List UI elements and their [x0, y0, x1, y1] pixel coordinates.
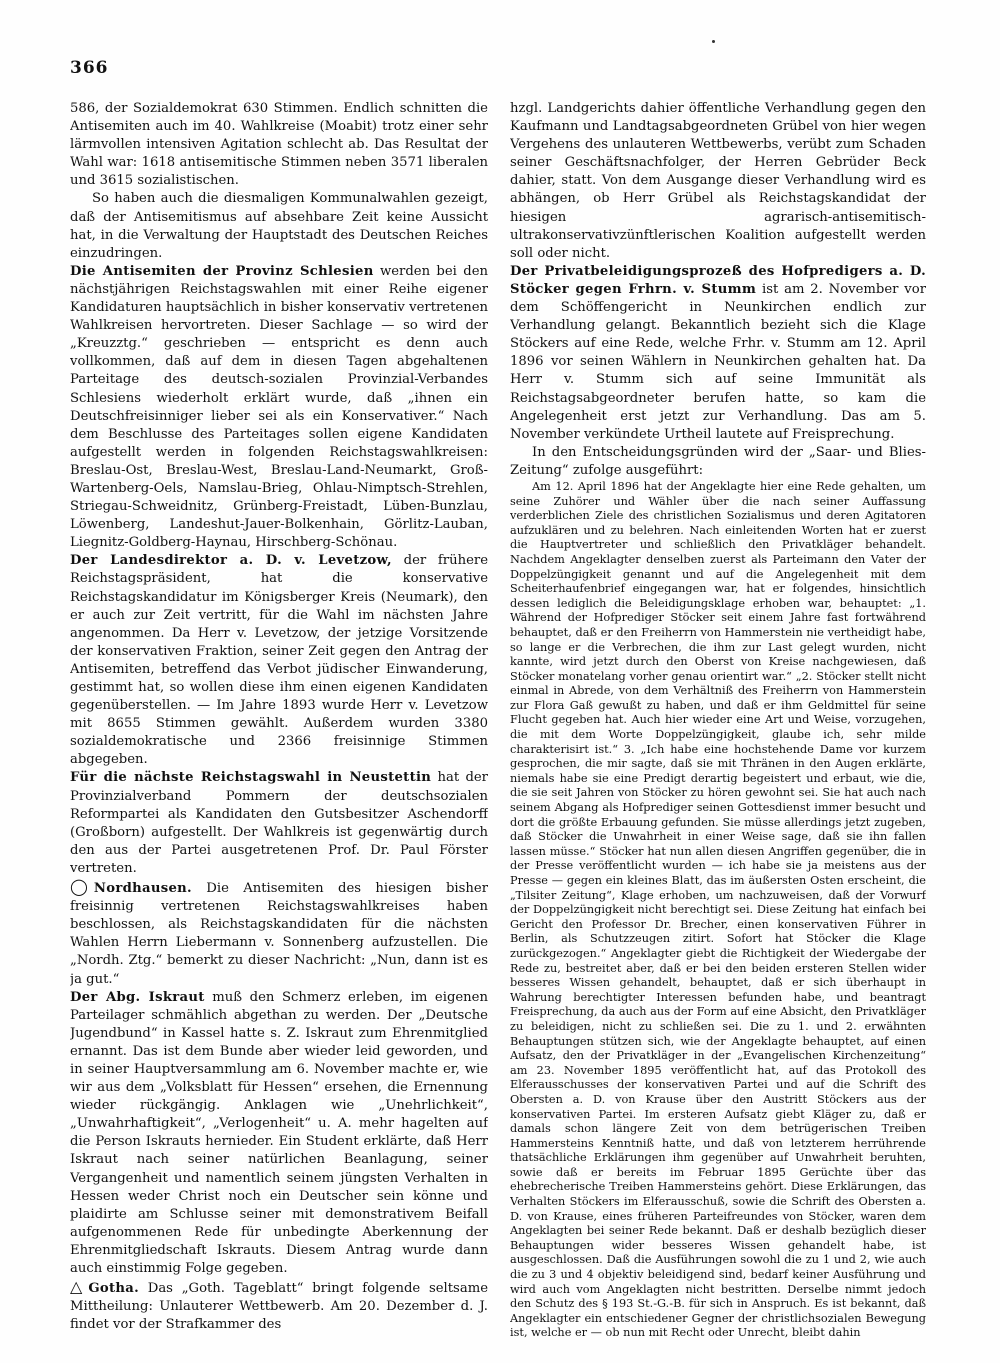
circle-marker-icon: ◯: [70, 877, 88, 897]
article-text: ist am 2. November vor dem Schöffengericht in Neunkirchen endlich zur Verhandlung gelangt. Bekanntlich bezieht sich die Klage Stöckers auf eine Rede, welche Frhr. v. Stumm am 12. April 1896 vor seinen Wählern in Neunkirchen gehalten hat. Da Herr v. Stumm sich auf seine Immunität als Reichstagsabgeordneter berufen hatte, so kam die Angelegenheit erst jetzt zur Verhandlung. Das am 5. November verkündete Urtheil lautete auf Freisprechung.: [510, 281, 926, 442]
para-neustettin: [70, 769, 488, 878]
article-heading: Die Antisemiten der Provinz Schlesien: [70, 263, 374, 279]
article-text: Am 12. April 1896 hat der Angeklagte hier eine Rede gehalten, um seine Zuhörer und Wähler über die nach seiner Auffassung verderblichen Ziele des christlichen Sozialismus und deren Agitatoren aufzuklären und zu belehren. Nach einleitenden Worten hat er zuerst die Hauptvertreter und schließlich den Privatkläger behandelt. Nachdem Angeklagter denselben zuerst als Parteimann den Vater der Doppelzüngigkeit genannt und auf die Angelegenheit mit dem Scheiterhaufenbrief eingegangen war, hat er folgendes, hinsichtlich dessen lediglich die Beleidigungsklage erhoben war, behauptet: „1. Während der Hofprediger Stöcker seit einem Jahre fast fortwährend behauptet, daß er den Freiherrn von Hammerstein nie vertheidigt habe, so lange er die Verbrechen, die ihm zur Last gelegt wurden, nicht kannte, wird jetzt durch den Oberst von Kreise nachgewiesen, daß Stöcker monatelang vorher genau orientirt war.“ „2. Stöcker stellt nicht einmal in Abrede, von dem Verhältniß des Freiherrn von Hammerstein zur Flora Gaß gewußt zu haben, und daß er ihm Geldmittel für seine Flucht gegeben hat. Auch hier wieder eine Art und Weise, vorzugehen, die mit dem Worte Doppelzüngigkeit, glaube ich, sehr milde charakterisirt ist.“ 3. „Ich habe eine hochstehende Dame vor kurzem gesprochen, die mir sagte, daß sie mit Thränen in den Augen erklärte, niemals habe sie eine Predigt derartig begeistert und erbaut, wie die, die sie seit Jahren von Stöcker zu hören gewohnt sei. Sie hat auch nach seinem Abgang als Hofprediger seinen Gottesdienst immer besucht und dort die größte Erbauung gefunden. Sie müsse allerdings jetzt zugeben, daß Stöcker die Unwahrheit in einer Weise sage, daß sie ihn fallen lassen müsse.“ Stöcker hat nun allen diesen Angriffen gegenüber, die in der Presse veröffentlicht wurden — ich habe sie ja meistens aus der Presse — gegen ein kleines Blatt, das im äußersten Osten erscheint, die „Tilsiter Zeitung“, Klage erhoben, um nachzuweisen, daß der Vorwurf der Doppelzüngigkeit nicht berechtigt sei. Diese Zeitung hat einfach bei Gericht den Professor Dr. Brecher, einen konservativen Führer in Berlin, als Schutzzeugen zitirt. Sofort hat Stöcker die Klage zurückgezogen.“ Angeklagter giebt die Richtigkeit der Wiedergabe der Rede zu, bestreitet aber, daß er bei den beiden ersteren Stellen wider besseres Wissen gehandelt, behauptet, daß er sich überhaupt in Wahrung berechtigter Interessen befunden habe, und beantragt Freisprechung, da auch aus der Form auf eine Absicht, den Privatkläger zu beleidigen, nicht zu schließen sei. Die zu 1. und 2. erwähnten Behauptungen stützen sich, wie der Angeklagte behauptet, auf einen Aufsatz, den der Privatkläger in der „Evangelischen Kirchenzeitung“ am 23. November 1895 veröffentlicht hat, auf das Protokoll des Elferausschusses der konservativen Partei und auf die Schrift des Obersten a. D. von Krause über den Austritt Stöckers aus der konservativen Partei. Im ersteren Aufsatz giebt Kläger zu, daß er damals schon längere Zeit von dem betrügerischen Treiben Hammersteins Kenntniß hatte, und daß von letzterem herrührende thatsächliche Erklärungen ihm gegenüber auf Unwahrheit beruhten, sowie daß er bereits im Februar 1895 Gerüchte über das ehebrecherische Treiben Hammersteins gehört. Diese Erklärungen, das Verhalten Stöckers im Elferausschuß, sowie die Schrift des Obersten a. D. von Krause, eines früheren Parteifreundes von Stöcker, waren dem Angeklagten bei seiner Rede bekannt. Daß er deshalb bezüglich dieser Behauptungen wider besseres Wissen gehandelt habe, ist ausgeschlossen. Daß die Ausführungen sowohl die zu 1 und 2, wie auch die zu 3 und 4 objektiv beleidigend sind, bedarf keiner Ausführung und wird auch vom Angeklagten nicht bestritten. Derselbe nimmt jedoch den Schutz des § 193 St.-G.-B. für sich in Anspruch. Es ist bekannt, daß Angeklagter ein entschiedener Gegner der christlichsozialen Bewegung ist, welche er — ob nun mit Recht oder Unrecht, bleibt dahin: [510, 479, 926, 1340]
article-text: hat der Provinzialverband Pommern der deutschsozialen Reformpartei als Kandidaten den Gutsbesitzer Aschendorff (Großborn) aufgestellt. Der Wahlkreis ist gegenwärtig durch den aus der Partei ausgetretenen Prof. Dr. Paul Förster vertreten.: [70, 770, 488, 876]
article-heading: Nordhausen.: [93, 881, 192, 897]
article-text: Das „Goth. Tageblatt“ bringt folgende seltsame Mittheilung: Unlauterer Wettbewerb. Am 20. Dezember d. J. findet vor der Strafkammer des: [70, 1281, 488, 1333]
para-gotha: [70, 1278, 488, 1334]
article-text: In den Entscheidungsgründen wird der „Saar- und Blies-Zeitung“ zufolge ausgeführt:: [510, 444, 926, 478]
right-column: [510, 100, 926, 1350]
para-urteil-intro: [510, 444, 926, 480]
para-urteil-text: [510, 480, 926, 1341]
article-heading: Für die nächste Reichstagswahl in Neustettin: [70, 770, 432, 786]
triangle-marker-icon: △: [70, 1277, 83, 1297]
article-heading: Der Privatbeleidigungsprozeß des Hofpredigers a. D. Stöcker gegen Frhrn. v. Stumm: [510, 263, 926, 297]
speck-mark: [712, 40, 715, 43]
para-election-results: [70, 100, 488, 190]
article-text: 586, der Sozialdemokrat 630 Stimmen. Endlich schnitten die Antisemiten auch im 40. Wahlkreise (Moabit) trotz einer sehr lärmvollen intensiven Agitation schlecht ab. Das Resultat der Wahl war: 1618 antisemitische Stimmen neben 3571 liberalen und 3615 sozialistischen.: [70, 101, 488, 189]
article-heading: Gotha.: [88, 1281, 139, 1297]
para-levetzow: [70, 552, 488, 769]
article-text: hzgl. Landgerichts dahier öffentliche Verhandlung gegen den Kaufmann und Landtagsabgeordneten Grübel von hier wegen Vergehens des unlauteren Wettbewerbs, verübt zum Schaden seiner Geschäftsnachfolger, der Herren Gebrüder Beck dahier, statt. Von dem Ausgange dieser Verhandlung wird es abhängen, ob Herr Grübel als Reichstagskandidat der hiesigen agrarisch-antisemitisch-ultrakonservativzünftlerischen Koalition aufgestellt werden soll oder nicht.: [510, 101, 926, 261]
article-text: muß den Schmerz erleben, im eigenen Parteilager schmählich abgethan zu werden. Der „Deutsche Jugendbund“ in Kassel hatte s. Z. Iskraut zum Ehrenmitglied ernannt. Das ist dem Bunde aber wieder leid geworden, und in seiner Hauptversammlung am 6. November machte er, wie wir aus dem „Volksblatt für Hessen“ ersehen, die Ernennung wieder rückgängig. Anklagen wie „Unehrlichkeit“, „Unwahrhaftigkeit“, „Verlogenheit“ u. A. mehr hagelten auf die Person Iskrauts hernieder. Ein Student erklärte, daß Herr Iskraut nach seiner natürlichen Beanlagung, seiner Vergangenheit und namentlich seinem jüngsten Verhalten in Hessen weder Christ noch ein Deutscher sein könne und plaidirte am Schlusse seiner mit demonstrativem Beifall aufgenommenen Rede für unbedingte Aberkennung der Ehrenmitgliedschaft Iskrauts. Diesem Antrag wurde dann auch einstimmig Folge gegeben.: [70, 989, 488, 1276]
page-number: 366: [70, 58, 109, 78]
article-text: der frühere Reichstagspräsident, hat die konservative Reichstagskandidatur im Königsberger Kreis (Neumark), den er auch zur Zeit vertritt, für die Wahl im nächsten Jahre angenommen. Da Herr v. Levetzow, der jetzige Vorsitzende der konservativen Fraktion, seiner Zeit gegen den Antrag der Antisemiten, betreffend das Verbot jüdischer Einwanderung, gestimmt hat, so wollen diese ihm einen eigenen Kandidaten gegenüberstellen. — Im Jahre 1893 wurde Herr v. Levetzow mit 8655 Stimmen gewählt. Außerdem wurden 3380 sozialdemokratische und 2366 freisinnige Stimmen abgegeben.: [70, 553, 488, 768]
article-text: Die Antisemiten des hiesigen bisher freisinnig vertretenen Reichstagswahlkreises haben beschlossen, als Reichstagskandidaten für die nächsten Wahlen Herrn Liebermann v. Sonnenberg aufzustellen. Die „Nordh. Ztg.“ bemerkt zu dieser Nachricht: „Nun, dann ist es ja gut.“: [70, 881, 488, 987]
article-heading: Der Abg. Iskraut: [70, 989, 205, 1005]
para-schlesien: [70, 263, 488, 553]
article-heading: Der Landesdirektor a. D. v. Levetzow,: [70, 553, 392, 569]
para-gruebel: [510, 100, 926, 263]
para-nordhausen: [70, 878, 488, 989]
left-column: [70, 100, 488, 1350]
para-iskraut: [70, 989, 488, 1279]
article-text: So haben auch die diesmaligen Kommunalwahlen gezeigt, daß der Antisemitismus auf absehbare Zeit keine Aussicht hat, in die Verwaltung der Hauptstadt des Deutschen Reiches einzudringen.: [70, 191, 488, 261]
article-text: werden bei den nächstjährigen Reichstagswahlen mit einer Reihe eigener Kandidaturen hauptsächlich in bisher konservativ vertretenen Wahlkreisen hervortreten. Dieser Sachlage — so wird der „Kreuzztg.“ geschrieben — entspricht es denn auch vollkommen, daß auf dem in diesen Tagen abgehaltenen Parteitage des deutsch-sozialen Provinzial-Verbandes Schlesiens wiederholt erklärt wurde, daß „ihnen ein Deutschfreisinniger lieber sei als ein Konservativer.“ Nach dem Beschlusse des Parteitages sollen eigene Kandidaten aufgestellt werden in folgenden Reichstagswahlkreisen: Breslau-Ost, Breslau-West, Breslau-Land-Neumarkt, Groß-Wartenberg-Oels, Namslau-Brieg, Ohlau-Nimptsch-Strehlen, Striegau-Schweidnitz, Grünberg-Freistadt, Lüben-Bunzlau, Löwenberg, Landeshut-Jauer-Bolkenhain, Görlitz-Lauban, Liegnitz-Goldberg-Haynau, Hirschberg-Schönau.: [70, 263, 488, 551]
para-stoecker: [510, 263, 926, 444]
para-kommunalwahlen: [70, 190, 488, 262]
